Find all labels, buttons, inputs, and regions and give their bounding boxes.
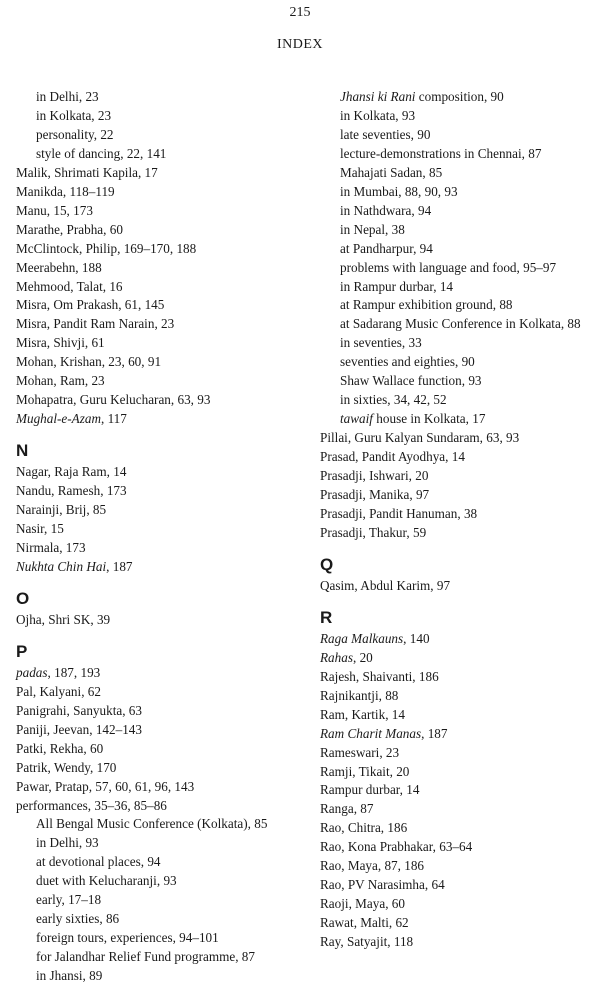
- index-subentry: early, 17–18: [36, 892, 102, 908]
- index-subentry: in Jhansi, 89: [36, 968, 103, 984]
- index-entry: Ram, Kartik, 14: [320, 706, 405, 722]
- index-entry: Qasim, Abdul Karim, 97: [320, 577, 451, 593]
- index-subentry: at Pandharpur, 94: [340, 240, 433, 256]
- index-entry: Mehmood, Talat, 16: [16, 278, 123, 294]
- index-subentry: problems with language and food, 95–97: [340, 259, 557, 275]
- index-entry: Pillai, Guru Kalyan Sundaram, 63, 93: [320, 430, 520, 446]
- index-subentry: personality, 22: [36, 126, 114, 142]
- index-entry: Mohapatra, Guru Kelucharan, 63, 93: [16, 392, 211, 408]
- index-subentry: seventies and eighties, 90: [340, 354, 475, 370]
- index-section-letter: R: [320, 607, 333, 627]
- index-entry: Nasir, 15: [16, 521, 64, 537]
- index-subentry: in Nepal, 38: [340, 221, 405, 237]
- index-subentry: All Bengal Music Conference (Kolkata), 85: [36, 816, 268, 832]
- index-entry: Meerabehn, 188: [16, 259, 102, 275]
- index-subentry: duet with Kelucharanji, 93: [36, 873, 177, 889]
- index-entry: Pawar, Pratap, 57, 60, 61, 96, 143: [16, 778, 195, 794]
- index-subentry: late seventies, 90: [340, 126, 431, 142]
- index-entry: Rawat, Malti, 62: [320, 915, 409, 931]
- index-entry: Ray, Satyajit, 118: [320, 934, 414, 950]
- index-entry: Malik, Shrimati Kapila, 17: [16, 164, 158, 180]
- index-entry: Mohan, Krishan, 23, 60, 91: [16, 354, 162, 370]
- index-subentry: lecture-demonstrations in Chennai, 87: [340, 145, 542, 161]
- index-subentry: at devotional places, 94: [36, 854, 161, 870]
- index-entry: Manu, 15, 173: [16, 202, 93, 218]
- index-subentry: in sixties, 34, 42, 52: [340, 392, 447, 408]
- index-entry: Mohan, Ram, 23: [16, 373, 105, 389]
- index-entry: Rao, PV Narasimha, 64: [320, 877, 445, 893]
- index-section-letter: O: [16, 588, 30, 608]
- index-entry: Patrik, Wendy, 170: [16, 759, 117, 775]
- index-entry: Rao, Maya, 87, 186: [320, 858, 425, 874]
- index-entry: McClintock, Philip, 169–170, 188: [16, 240, 197, 256]
- index-section-letter: Q: [320, 554, 334, 574]
- index-subentry: early sixties, 86: [36, 911, 120, 927]
- index-subentry: in seventies, 33: [340, 335, 422, 351]
- page-number: 215: [289, 5, 311, 20]
- index-entry: Rajnikantji, 88: [320, 687, 399, 703]
- index-entry: Rahas, 20: [320, 649, 373, 665]
- index-entry: Narainji, Brij, 85: [16, 502, 107, 518]
- index-subentry: Mahajati Sadan, 85: [340, 164, 443, 180]
- index-entry: Raoji, Maya, 60: [320, 896, 405, 912]
- index-entry: Prasadji, Pandit Hanuman, 38: [320, 505, 478, 521]
- index-entry: padas, 187, 193: [16, 664, 101, 680]
- index-subentry: Shaw Wallace function, 93: [340, 373, 482, 389]
- index-subentry: foreign tours, experiences, 94–101: [36, 930, 219, 946]
- index-entry: Rao, Chitra, 186: [320, 820, 408, 836]
- index-entry: Misra, Shivji, 61: [16, 335, 105, 351]
- index-entry: Nandu, Ramesh, 173: [16, 483, 127, 499]
- index-entry: Rampur durbar, 14: [320, 782, 420, 798]
- index-entry: Misra, Pandit Ram Narain, 23: [16, 316, 175, 332]
- index-subentry: tawaif house in Kolkata, 17: [340, 411, 486, 427]
- index-entry: Rao, Kona Prabhakar, 63–64: [320, 839, 473, 855]
- index-entry: Ojha, Shri SK, 39: [16, 611, 111, 627]
- page-title: INDEX: [276, 37, 324, 52]
- index-entry: Manikda, 118–119: [16, 183, 115, 199]
- index-entry: Prasad, Pandit Ayodhya, 14: [320, 449, 465, 465]
- index-column-right: [320, 88, 598, 952]
- index-entry: Rameswari, 23: [320, 744, 400, 760]
- index-entry: Marathe, Prabha, 60: [16, 221, 123, 237]
- index-entry: Ranga, 87: [320, 801, 374, 817]
- index-entry: Mughal-e-Azam, 117: [16, 411, 127, 427]
- index-entry: Ramji, Tikait, 20: [320, 763, 410, 779]
- index-entry: performances, 35–36, 85–86: [16, 797, 167, 813]
- index-subentry: in Kolkata, 93: [340, 107, 416, 123]
- index-entry: Prasadji, Ishwari, 20: [320, 468, 429, 484]
- index-entry: Prasadji, Manika, 97: [320, 487, 430, 503]
- index-subentry: at Sadarang Music Conference in Kolkata, 88: [340, 316, 581, 332]
- index-subentry: in Mumbai, 88, 90, 93: [340, 183, 458, 199]
- index-entry: Nagar, Raja Ram, 14: [16, 464, 127, 480]
- index-entry: Nirmala, 173: [16, 539, 86, 555]
- index-subentry: in Kolkata, 23: [36, 107, 112, 123]
- index-entry: Nukhta Chin Hai, 187: [16, 558, 133, 574]
- index-subentry: style of dancing, 22, 141: [36, 145, 167, 161]
- index-entry: Panigrahi, Sanyukta, 63: [16, 702, 142, 718]
- index-entry: Ram Charit Manas, 187: [320, 725, 448, 741]
- index-subentry: in Delhi, 23: [36, 89, 99, 104]
- index-entry: Rajesh, Shaivanti, 186: [320, 668, 439, 684]
- index-column-left: [16, 88, 316, 986]
- index-entry: Prasadji, Thakur, 59: [320, 524, 427, 540]
- index-entry: Misra, Om Prakash, 61, 145: [16, 297, 165, 313]
- index-subentry: for Jalandhar Relief Fund programme, 87: [36, 949, 255, 965]
- index-entry: Raga Malkauns, 140: [320, 630, 430, 646]
- index-subentry: in Delhi, 93: [36, 835, 99, 851]
- index-subentry: at Rampur exhibition ground, 88: [340, 297, 513, 313]
- index-section-letter: N: [16, 441, 29, 461]
- index-section-letter: P: [16, 641, 28, 661]
- index-subentry: in Rampur durbar, 14: [340, 278, 454, 294]
- index-entry: Paniji, Jeevan, 142–143: [16, 721, 142, 737]
- index-subentry: Jhansi ki Rani composition, 90: [340, 89, 504, 104]
- index-subentry: in Nathdwara, 94: [340, 202, 432, 218]
- index-entry: Pal, Kalyani, 62: [16, 683, 101, 699]
- index-entry: Patki, Rekha, 60: [16, 740, 104, 756]
